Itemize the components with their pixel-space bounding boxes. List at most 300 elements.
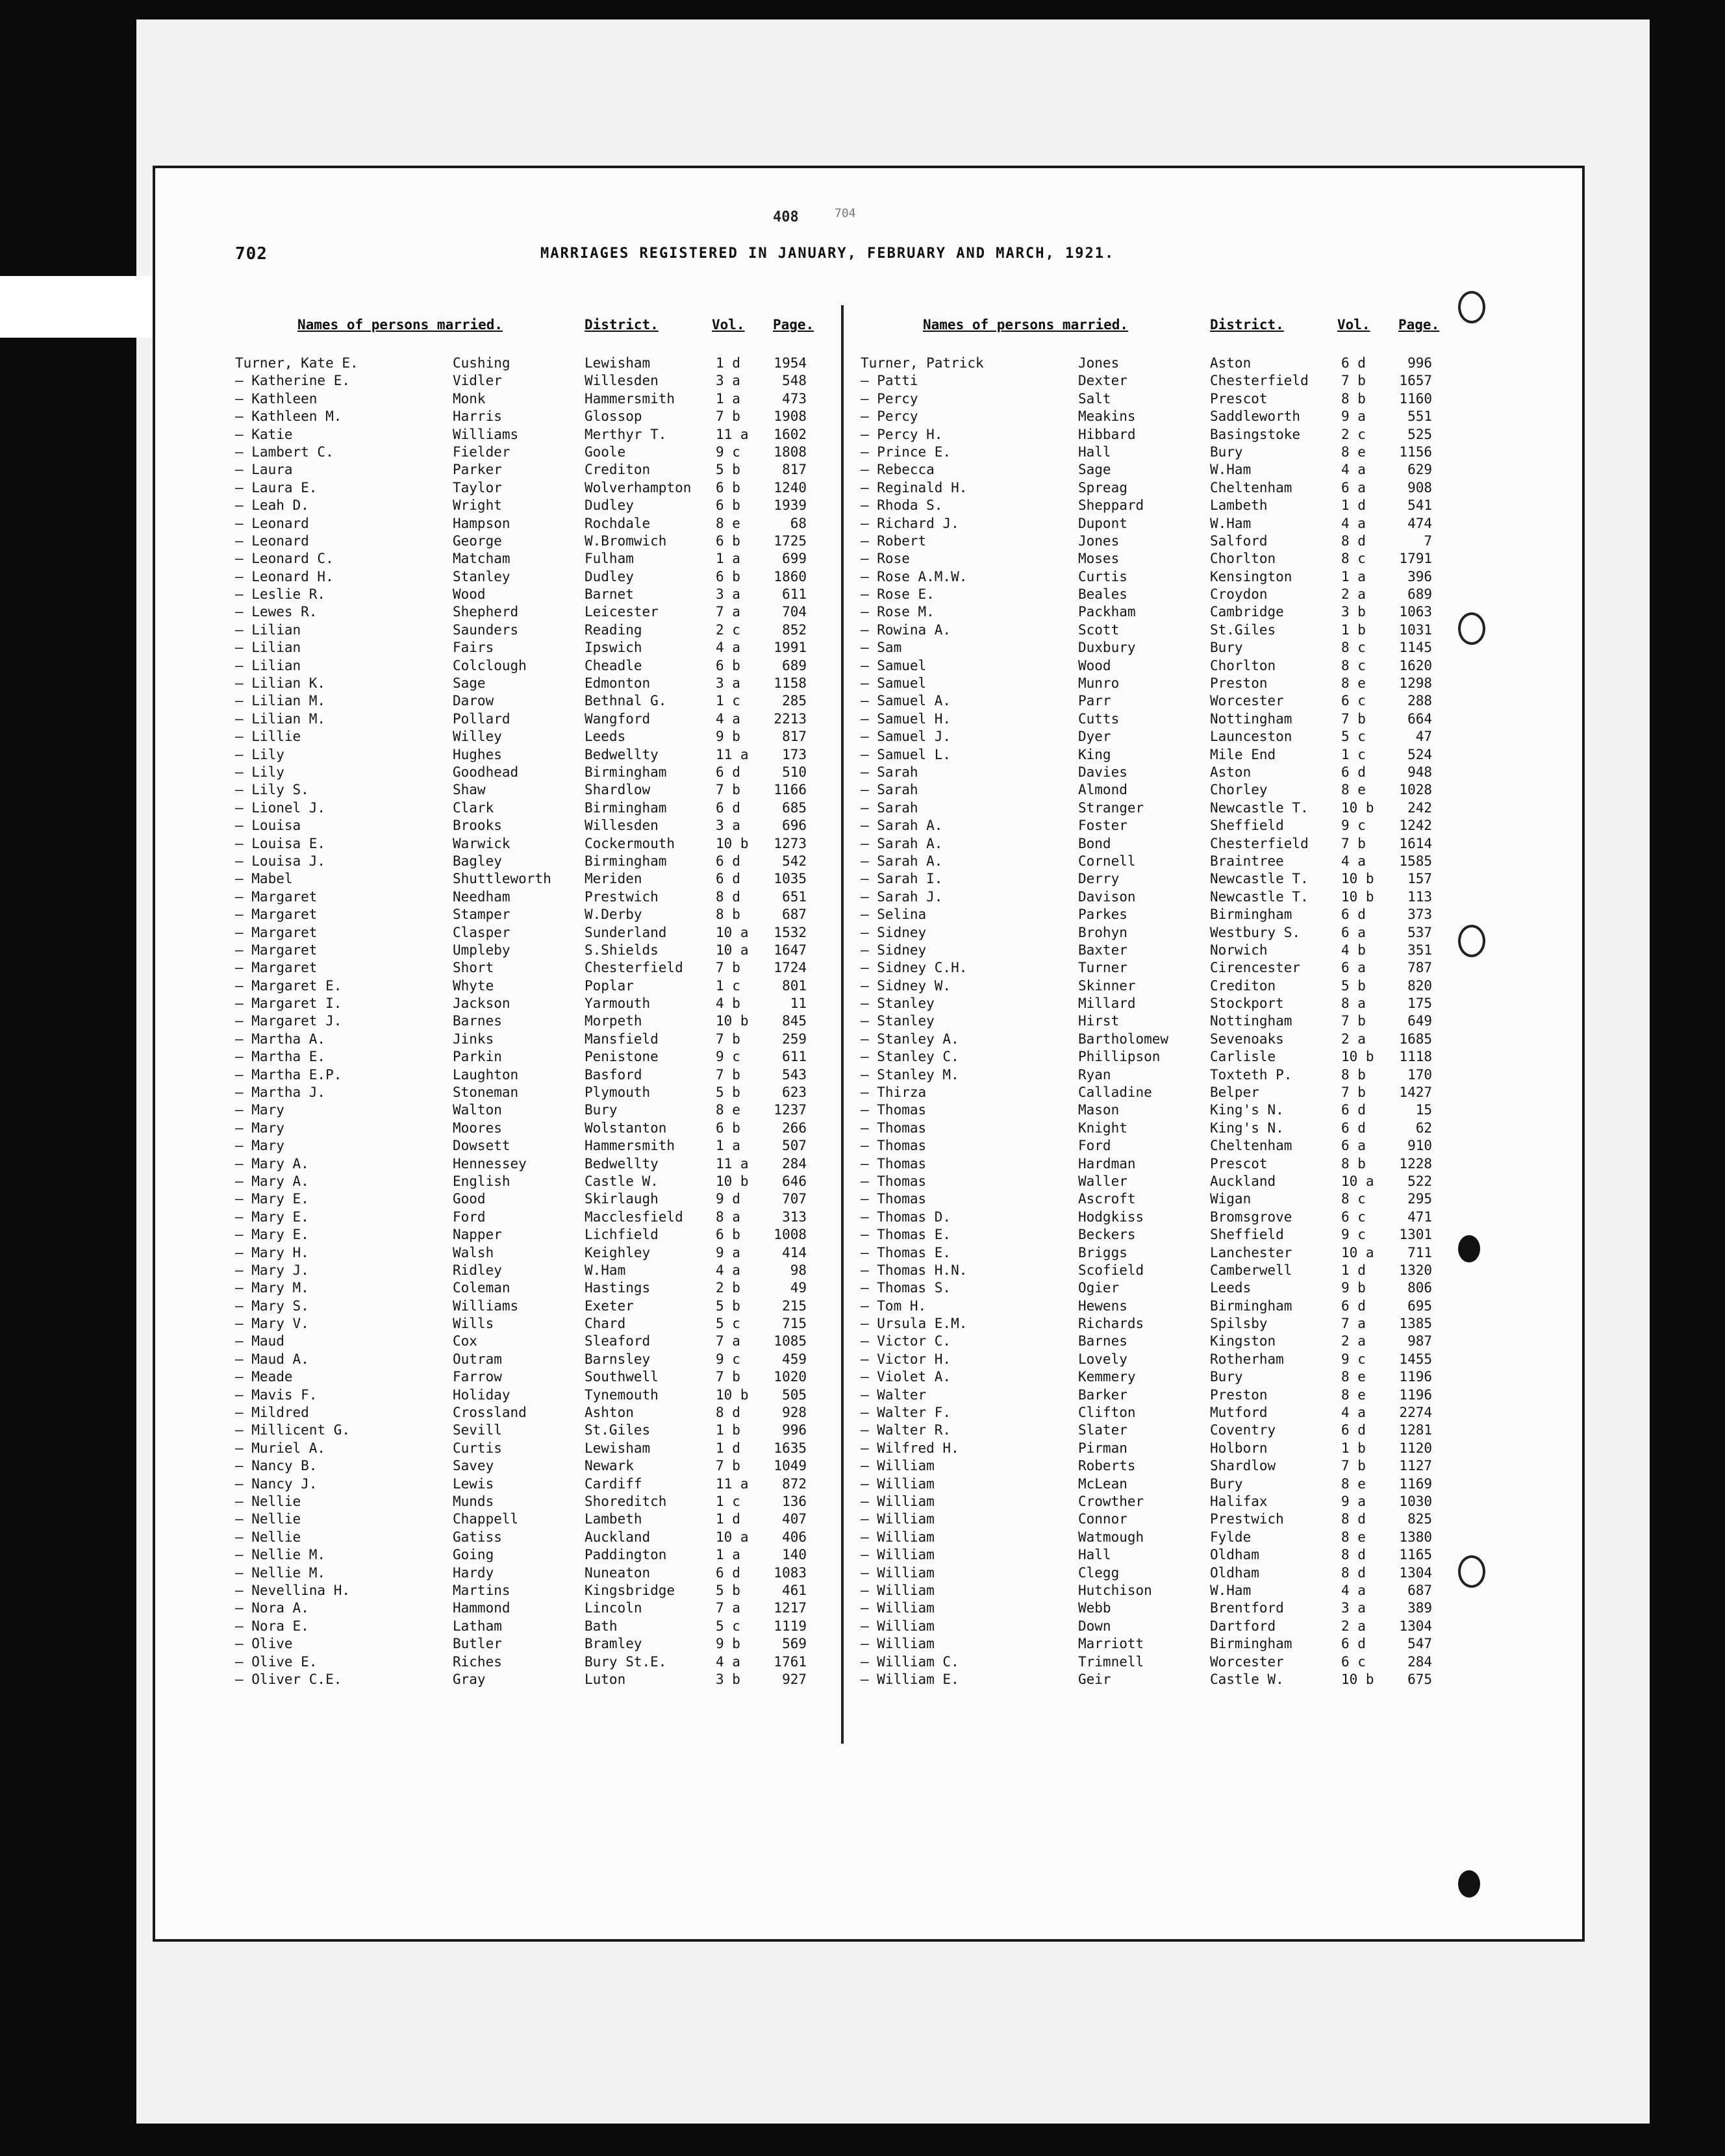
entry-name: — Nellie M. <box>235 1564 326 1581</box>
table-row <box>861 1386 1510 1404</box>
entry-spouse: Hirst <box>1078 1013 1120 1029</box>
entry-name: — Walter R. <box>861 1422 951 1438</box>
entry-district: Bedwellty <box>585 746 659 762</box>
table-row <box>235 1618 885 1635</box>
entry-spouse: Foster <box>1078 818 1127 834</box>
table-row <box>235 959 885 977</box>
table-row <box>861 497 1510 514</box>
entry-vol: 6 d <box>1341 1120 1366 1136</box>
entry-name: — Olive <box>235 1636 293 1652</box>
entry-page: 1127 <box>1399 1458 1432 1474</box>
entry-page: 687 <box>1407 1582 1432 1598</box>
entry-vol: 3 a <box>716 818 740 834</box>
entry-name: — Nora E. <box>235 1618 309 1634</box>
entry-vol: 8 e <box>716 1102 740 1118</box>
entry-spouse: Hall <box>1078 1547 1111 1563</box>
entry-name: — Katherine E. <box>235 373 351 389</box>
entry-page: 414 <box>782 1244 807 1260</box>
entry-district: Bethnal G. <box>585 693 667 709</box>
entry-district: Bromsgrove <box>1210 1209 1292 1225</box>
entry-district: Fylde <box>1210 1529 1252 1545</box>
entry-page: 1724 <box>774 960 807 976</box>
entry-page: 284 <box>782 1155 807 1172</box>
stamp-number: 702 <box>235 244 268 264</box>
entry-district: Cockermouth <box>585 835 675 851</box>
table-row <box>235 461 885 479</box>
entry-page: 1156 <box>1399 444 1432 460</box>
entry-district: Norwich <box>1210 942 1268 958</box>
entry-page: 1217 <box>774 1600 807 1616</box>
entry-page: 1063 <box>1399 604 1432 620</box>
table-row <box>235 728 885 746</box>
entry-spouse: Monk <box>453 390 486 407</box>
entry-page: 1085 <box>774 1333 807 1349</box>
table-row <box>861 1351 1510 1368</box>
entry-district: Shardlow <box>585 782 651 798</box>
entry-name: — Lilian <box>235 657 301 673</box>
table-row <box>861 1244 1510 1262</box>
entry-page: 1791 <box>1399 551 1432 567</box>
entry-spouse: Riches <box>453 1653 502 1670</box>
entry-page: 1228 <box>1399 1155 1432 1172</box>
entry-spouse: Hall <box>1078 444 1111 460</box>
entry-vol: 10 b <box>716 1013 749 1029</box>
entry-district: Lanchester <box>1210 1244 1292 1260</box>
table-row <box>235 675 885 692</box>
table-row <box>235 1493 885 1510</box>
entry-name: — William <box>861 1564 935 1581</box>
entry-vol: 6 b <box>716 497 740 514</box>
entry-page: 510 <box>782 764 807 780</box>
entry-name: — Lilian <box>235 621 301 638</box>
entry-vol: 8 e <box>1341 1529 1366 1545</box>
entry-district: Dartford <box>1210 1618 1276 1634</box>
entry-district: Birmingham <box>1210 1297 1292 1314</box>
entry-district: Shoreditch <box>585 1494 667 1509</box>
entry-spouse: Hodgkiss <box>1078 1209 1144 1225</box>
entry-vol: 11 a <box>716 746 749 762</box>
entry-spouse: Parker <box>453 462 502 478</box>
entry-spouse: Jones <box>1078 355 1120 371</box>
entry-district: Mile End <box>1210 746 1276 762</box>
entry-spouse: Crowther <box>1078 1494 1144 1509</box>
entry-spouse: Lewis <box>453 1475 494 1492</box>
table-row <box>861 1440 1510 1457</box>
table-row <box>235 497 885 514</box>
table-row <box>235 372 885 390</box>
entry-name: — Sidney C.H. <box>861 960 968 976</box>
entry-page: 1083 <box>774 1564 807 1581</box>
entry-district: Kingsbridge <box>585 1582 675 1598</box>
entry-vol: 10 a <box>716 942 749 958</box>
entry-spouse: Parr <box>1078 693 1111 709</box>
entry-vol: 9 a <box>1341 1494 1366 1509</box>
table-row <box>861 995 1510 1012</box>
entry-page: 1301 <box>1399 1227 1432 1243</box>
table-row <box>235 781 885 799</box>
table-row <box>235 355 885 372</box>
entry-district: St.Giles <box>585 1422 651 1438</box>
entry-name: — Rebecca <box>861 462 935 478</box>
entry-vol: 8 a <box>716 1209 740 1225</box>
table-row <box>235 888 885 906</box>
entry-vol: 6 b <box>716 657 740 673</box>
entry-district: Spilsby <box>1210 1316 1268 1332</box>
table-row <box>861 1279 1510 1297</box>
entry-page: 215 <box>782 1297 807 1314</box>
entry-vol: 9 c <box>716 1351 740 1367</box>
entry-district: Nuneaton <box>585 1564 651 1581</box>
entry-spouse: Sevill <box>453 1422 502 1438</box>
entry-vol: 6 d <box>716 871 740 887</box>
entry-page: 351 <box>1407 942 1432 958</box>
entry-district: Tynemouth <box>585 1386 659 1403</box>
entry-vol: 8 b <box>1341 1155 1366 1172</box>
entry-district: Camberwell <box>1210 1262 1292 1278</box>
entry-name: — Ursula E.M. <box>861 1316 968 1332</box>
entry-page: 1761 <box>774 1653 807 1670</box>
table-row <box>861 710 1510 728</box>
entry-page: 908 <box>1407 479 1432 495</box>
entry-district: Toxteth P. <box>1210 1066 1292 1083</box>
entry-page: 548 <box>782 373 807 389</box>
entry-vol: 4 b <box>1341 942 1366 958</box>
table-row <box>861 639 1510 657</box>
entry-page: 473 <box>782 390 807 407</box>
entry-vol: 1 c <box>716 693 740 709</box>
entry-page: 505 <box>782 1386 807 1403</box>
table-row <box>235 746 885 764</box>
table-row <box>235 942 885 959</box>
table-row <box>861 657 1510 675</box>
entry-page: 407 <box>782 1511 807 1527</box>
entry-name: — Thomas <box>861 1155 927 1172</box>
entry-name: — Samuel H. <box>861 710 951 727</box>
table-row <box>235 1084 885 1101</box>
entry-spouse: Jackson <box>453 996 510 1012</box>
entry-district: Preston <box>1210 1386 1268 1403</box>
entry-district: Shardlow <box>1210 1458 1276 1474</box>
entry-page: 1196 <box>1399 1386 1432 1403</box>
entry-name: — Sarah <box>861 782 918 798</box>
entry-name: — Lewes R. <box>235 604 318 620</box>
entry-vol: 7 b <box>1341 1084 1366 1101</box>
entry-spouse: Webb <box>1078 1600 1111 1616</box>
table-row <box>861 1422 1510 1439</box>
entry-district: Kingston <box>1210 1333 1276 1349</box>
entry-name: — Sarah A. <box>861 818 943 834</box>
table-row <box>235 1564 885 1582</box>
entry-vol: 6 c <box>1341 1653 1366 1670</box>
entry-vol: 10 a <box>716 924 749 940</box>
entry-district: Wolverhampton <box>585 479 692 495</box>
entry-page: 1647 <box>774 942 807 958</box>
entry-page: 1657 <box>1399 373 1432 389</box>
entry-name: — Leonard <box>235 533 309 549</box>
entry-name: — Lily <box>235 764 284 780</box>
entry-district: Castle W. <box>585 1173 659 1189</box>
header-vol: Vol. <box>1337 317 1370 332</box>
entry-spouse: Richards <box>1078 1316 1144 1332</box>
entry-name: — Thomas <box>861 1173 927 1189</box>
entry-spouse: Salt <box>1078 390 1111 407</box>
entry-vol: 8 d <box>1341 1547 1366 1563</box>
entry-spouse: Hewens <box>1078 1297 1127 1314</box>
entry-page: 1035 <box>774 871 807 887</box>
entry-page: 313 <box>782 1209 807 1225</box>
entry-name: — William <box>861 1582 935 1598</box>
table-row <box>861 1510 1510 1528</box>
entry-page: 136 <box>782 1494 807 1509</box>
entry-page: 524 <box>1407 746 1432 762</box>
entry-spouse: Dyer <box>1078 729 1111 745</box>
entry-name: — Louisa <box>235 818 301 834</box>
entry-name: — William <box>861 1511 935 1527</box>
entry-page: 1320 <box>1399 1262 1432 1278</box>
entry-page: 259 <box>782 1031 807 1047</box>
entry-vol: 1 a <box>716 551 740 567</box>
entry-spouse: Hughes <box>453 746 502 762</box>
entry-name: — Mary <box>235 1120 284 1136</box>
table-row <box>235 764 885 781</box>
table-row <box>235 550 885 568</box>
table-row <box>861 764 1510 781</box>
entry-district: Braintree <box>1210 853 1284 869</box>
entry-page: 695 <box>1407 1297 1432 1314</box>
entry-name: — Lionel J. <box>235 799 326 816</box>
entry-spouse: Taylor <box>453 479 502 495</box>
table-row <box>861 977 1510 995</box>
table-row <box>235 870 885 888</box>
entry-vol: 1 d <box>716 1511 740 1527</box>
entry-vol: 4 b <box>716 996 740 1012</box>
entry-name: — Lambert C. <box>235 444 334 460</box>
entry-district: Salford <box>1210 533 1268 549</box>
table-row <box>861 924 1510 942</box>
entry-name: — Thomas <box>861 1191 927 1207</box>
table-row <box>861 1190 1510 1208</box>
entry-district: Stockport <box>1210 996 1284 1012</box>
entry-name: — Lilian M. <box>235 693 326 709</box>
entry-vol: 8 e <box>716 515 740 531</box>
entry-vol: 1 c <box>1341 746 1366 762</box>
entry-district: Prescot <box>1210 390 1268 407</box>
entry-page: 547 <box>1407 1636 1432 1652</box>
entry-page: 629 <box>1407 462 1432 478</box>
entry-page: 1808 <box>774 444 807 460</box>
entry-name: — Mildred <box>235 1405 309 1421</box>
entry-page: 507 <box>782 1138 807 1154</box>
entry-page: 541 <box>1407 497 1432 514</box>
entry-district: Barnet <box>585 586 634 603</box>
entry-spouse: Good <box>453 1191 486 1207</box>
entry-page: 1145 <box>1399 640 1432 656</box>
table-row <box>235 1546 885 1564</box>
entry-name: — Tom H. <box>861 1297 927 1314</box>
entry-vol: 10 b <box>1341 1671 1374 1687</box>
entry-page: 1196 <box>1399 1369 1432 1385</box>
entry-spouse: Going <box>453 1547 494 1563</box>
entry-district: Belper <box>1210 1084 1259 1101</box>
entry-district: Auckland <box>1210 1173 1276 1189</box>
entry-vol: 4 a <box>1341 515 1366 531</box>
entry-vol: 10 a <box>1341 1244 1374 1260</box>
entry-name: — Mary V. <box>235 1316 309 1332</box>
entry-spouse: Munds <box>453 1494 494 1509</box>
entry-spouse: Hutchison <box>1078 1582 1152 1598</box>
entry-district: Aston <box>1210 355 1252 371</box>
entry-vol: 9 b <box>716 1636 740 1652</box>
entry-district: Lincoln <box>585 1600 642 1616</box>
entry-district: Luton <box>585 1671 626 1687</box>
entry-vol: 8 a <box>1341 996 1366 1012</box>
entry-spouse: Shuttleworth <box>453 871 551 887</box>
entry-spouse: Ford <box>1078 1138 1111 1154</box>
entry-spouse: Matcham <box>453 551 510 567</box>
entry-vol: 7 b <box>716 1458 740 1474</box>
entry-district: Leeds <box>1210 1280 1252 1296</box>
entry-district: Edmonton <box>585 675 651 692</box>
entry-name: — Nellie <box>235 1511 301 1527</box>
entry-page: 646 <box>782 1173 807 1189</box>
entry-page: 68 <box>790 515 807 531</box>
table-row <box>235 1475 885 1493</box>
table-row <box>235 639 885 657</box>
entry-district: Exeter <box>585 1297 634 1314</box>
entry-name: — Thomas <box>861 1102 927 1118</box>
entry-spouse: Bond <box>1078 835 1111 851</box>
entry-page: 687 <box>782 907 807 923</box>
table-row <box>235 1315 885 1333</box>
entry-district: Bury <box>1210 444 1243 460</box>
entry-vol: 3 b <box>1341 604 1366 620</box>
table-row <box>235 1582 885 1599</box>
entry-page: 551 <box>1407 408 1432 425</box>
entry-page: 872 <box>782 1475 807 1492</box>
table-row <box>861 906 1510 923</box>
entry-vol: 1 b <box>1341 621 1366 638</box>
entry-district: Penistone <box>585 1049 659 1065</box>
entry-page: 1158 <box>774 675 807 692</box>
table-row <box>861 550 1510 568</box>
entry-name: — Sarah A. <box>861 835 943 851</box>
entry-spouse: Hennessey <box>453 1155 527 1172</box>
entry-vol: 6 b <box>716 1120 740 1136</box>
entry-vol: 6 d <box>1341 907 1366 923</box>
entry-name: — Thomas E. <box>861 1227 951 1243</box>
table-row <box>861 355 1510 372</box>
entry-name: — Nevellina H. <box>235 1582 351 1598</box>
entry-vol: 6 a <box>1341 1138 1366 1154</box>
entry-district: Sheffield <box>1210 1227 1284 1243</box>
entry-spouse: George <box>453 533 502 549</box>
entry-name: — Samuel <box>861 657 927 673</box>
entry-spouse: Curtis <box>1078 568 1127 584</box>
entry-page: 699 <box>782 551 807 567</box>
entry-spouse: Brooks <box>453 818 502 834</box>
entry-spouse: Laughton <box>453 1066 519 1083</box>
entry-name: — Sarah J. <box>861 888 943 905</box>
entry-district: Lambeth <box>1210 497 1268 514</box>
entry-vol: 9 c <box>716 1049 740 1065</box>
entry-page: 1954 <box>774 355 807 371</box>
entry-page: 987 <box>1407 1333 1432 1349</box>
entry-name: — Margaret E. <box>235 977 342 994</box>
entry-name: — Victor C. <box>861 1333 951 1349</box>
entry-vol: 11 a <box>716 1475 749 1492</box>
entry-page: 49 <box>790 1280 807 1296</box>
entry-spouse: Umpleby <box>453 942 510 958</box>
entry-vol: 6 d <box>1341 1636 1366 1652</box>
entry-name: — Rose A.M.W. <box>861 568 968 584</box>
entry-vol: 8 c <box>1341 657 1366 673</box>
entry-vol: 5 b <box>716 1084 740 1101</box>
entry-name: — Lilian <box>235 640 301 656</box>
entry-vol: 2 c <box>716 621 740 638</box>
entry-spouse: Williams <box>453 426 519 442</box>
entry-district: Nottingham <box>1210 1013 1292 1029</box>
entry-spouse: Millard <box>1078 996 1136 1012</box>
entry-vol: 4 a <box>1341 1405 1366 1421</box>
entry-spouse: Vidler <box>453 373 502 389</box>
entry-district: Dudley <box>585 497 634 514</box>
entry-name: — Kathleen <box>235 390 318 407</box>
header-vol: Vol. <box>712 317 745 332</box>
left-entries <box>235 355 885 1688</box>
entry-district: Chorley <box>1210 782 1268 798</box>
entry-district: Leeds <box>585 729 626 745</box>
entry-page: 611 <box>782 1049 807 1065</box>
table-row <box>235 1031 885 1048</box>
entry-district: Sheffield <box>1210 818 1284 834</box>
entry-vol: 1 d <box>1341 1262 1366 1278</box>
entry-name: — Lilian K. <box>235 675 326 692</box>
entry-page: 1939 <box>774 497 807 514</box>
entry-name: — Stanley <box>861 996 935 1012</box>
entry-vol: 4 a <box>716 1653 740 1670</box>
entry-district: Wangford <box>585 710 651 727</box>
entry-vol: 9 b <box>1341 1280 1366 1296</box>
entry-page: 1725 <box>774 533 807 549</box>
right-entries <box>861 355 1510 1688</box>
entry-district: Birmingham <box>585 853 667 869</box>
entry-district: Macclesfield <box>585 1209 683 1225</box>
entry-name: — Rose E. <box>861 586 935 603</box>
entry-district: Hammersmith <box>585 1138 675 1154</box>
entry-spouse: Watmough <box>1078 1529 1144 1545</box>
entry-spouse: Lovely <box>1078 1351 1127 1367</box>
entry-name: — Mary A. <box>235 1173 309 1189</box>
entry-name: — Laura <box>235 462 293 478</box>
table-row <box>235 1297 885 1315</box>
header-district: District. <box>585 317 659 332</box>
entry-vol: 1 a <box>716 1138 740 1154</box>
entry-vol: 9 c <box>1341 818 1366 834</box>
entry-vol: 6 d <box>1341 355 1366 371</box>
entry-page: 820 <box>1407 977 1432 994</box>
entry-page: 852 <box>782 621 807 638</box>
entry-spouse: Ford <box>453 1209 486 1225</box>
entry-district: Chesterfield <box>1210 835 1309 851</box>
entry-spouse: Ogier <box>1078 1280 1120 1296</box>
entry-name: — Rowina A. <box>861 621 951 638</box>
entry-district: Dudley <box>585 568 634 584</box>
table-row <box>861 1618 1510 1635</box>
table-row <box>861 372 1510 390</box>
entry-district: Leicester <box>585 604 659 620</box>
entry-page: 1120 <box>1399 1440 1432 1456</box>
scan-light-flare <box>0 276 162 338</box>
